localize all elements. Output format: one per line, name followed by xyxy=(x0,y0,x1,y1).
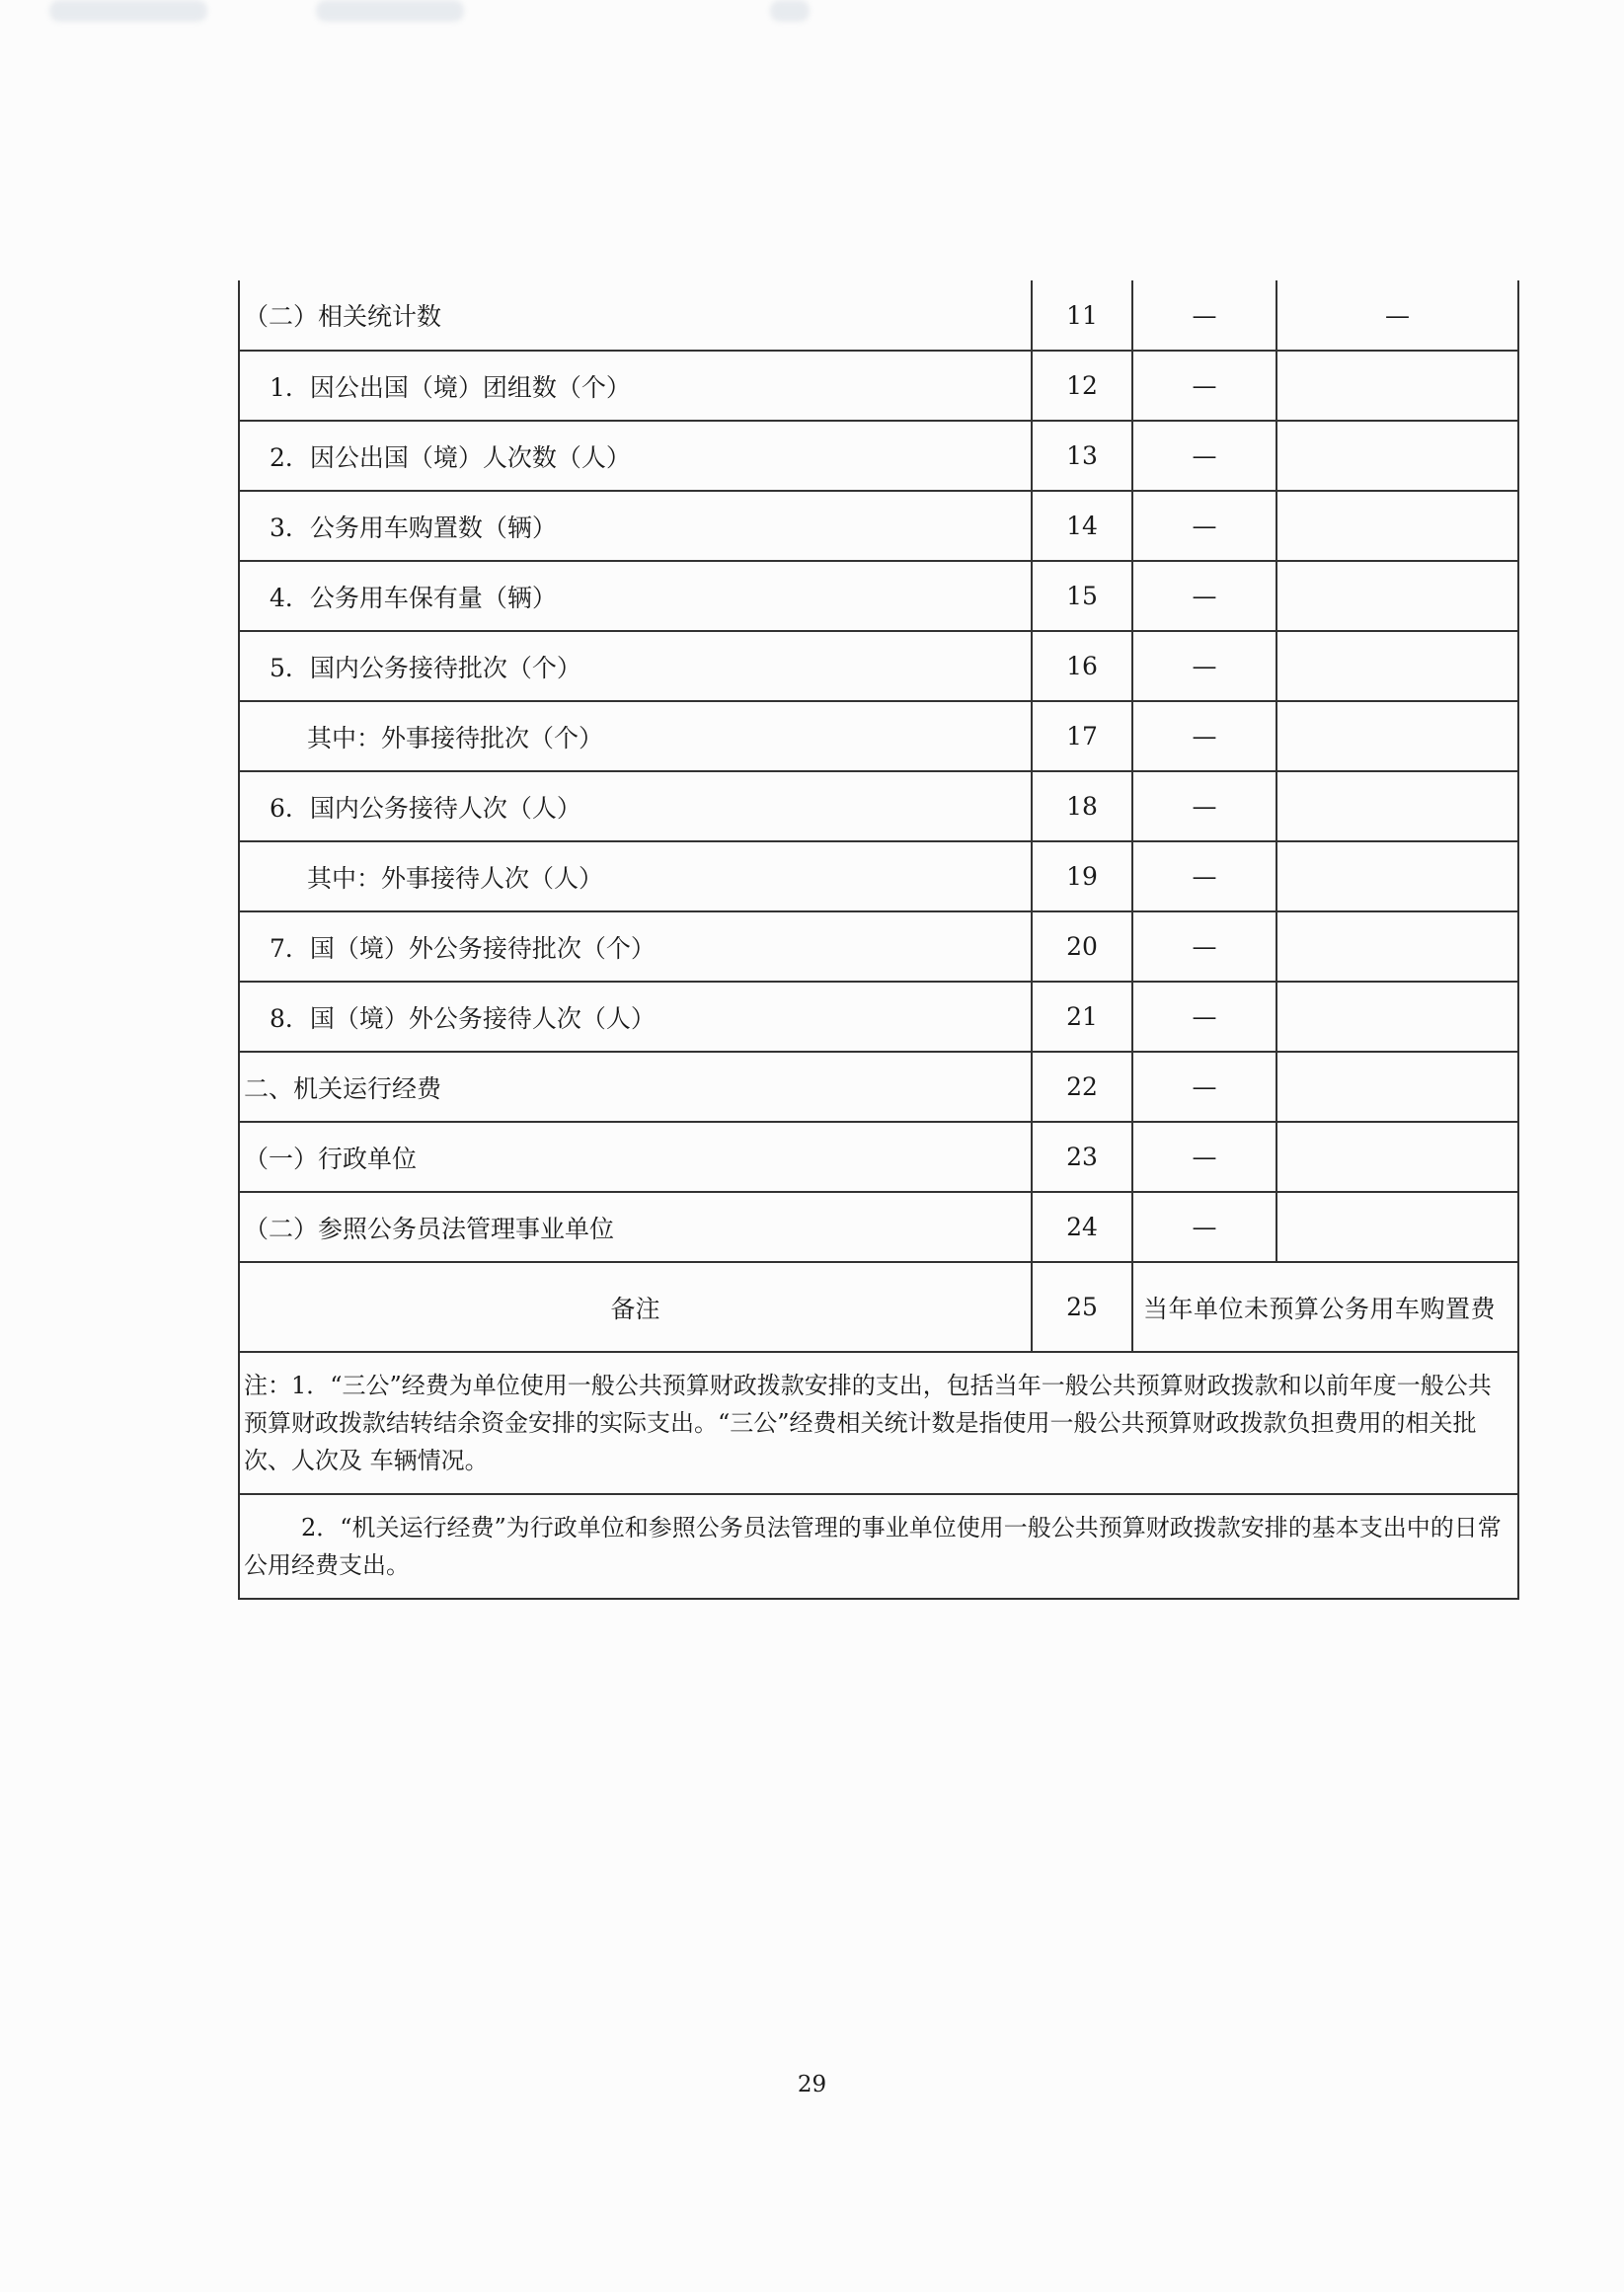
table-row xyxy=(239,561,1518,631)
row-item-label: 8．国（境）外公务接待人次（人） xyxy=(239,982,1032,1052)
row-value-b xyxy=(1276,421,1518,491)
scan-smudge xyxy=(316,0,464,22)
note-row xyxy=(239,1352,1518,1494)
row-number: 13 xyxy=(1032,421,1132,491)
remark-row xyxy=(239,1262,1518,1352)
row-value-a: — xyxy=(1132,1052,1276,1122)
table-row xyxy=(239,841,1518,911)
table-row xyxy=(239,982,1518,1052)
row-value-b xyxy=(1276,771,1518,841)
row-number: 15 xyxy=(1032,561,1132,631)
table-row xyxy=(239,1192,1518,1262)
row-value-a: — xyxy=(1132,701,1276,771)
row-value-b xyxy=(1276,491,1518,561)
row-value-b xyxy=(1276,701,1518,771)
row-number: 19 xyxy=(1032,841,1132,911)
row-value-b: — xyxy=(1276,280,1518,351)
row-number: 23 xyxy=(1032,1122,1132,1192)
row-value-a: — xyxy=(1132,911,1276,982)
row-number: 21 xyxy=(1032,982,1132,1052)
row-value-a: — xyxy=(1132,631,1276,701)
row-item-label: 其中：外事接待人次（人） xyxy=(239,841,1032,911)
table-row xyxy=(239,491,1518,561)
row-number: 14 xyxy=(1032,491,1132,561)
note-row xyxy=(239,1494,1518,1599)
row-value-b xyxy=(1276,841,1518,911)
row-item-label: （二）参照公务员法管理事业单位 xyxy=(239,1192,1032,1262)
row-number: 24 xyxy=(1032,1192,1132,1262)
row-value-b xyxy=(1276,911,1518,982)
row-number: 20 xyxy=(1032,911,1132,982)
row-value-b xyxy=(1276,351,1518,421)
table-row xyxy=(239,631,1518,701)
statistics-table xyxy=(238,280,1519,1600)
row-value-b xyxy=(1276,561,1518,631)
table-row xyxy=(239,280,1518,351)
row-value-a: — xyxy=(1132,841,1276,911)
row-value-b xyxy=(1276,1192,1518,1262)
row-number: 22 xyxy=(1032,1052,1132,1122)
row-item-label: 1．因公出国（境）团组数（个） xyxy=(239,351,1032,421)
row-value-b xyxy=(1276,1052,1518,1122)
row-item-label: 二、机关运行经费 xyxy=(239,1052,1032,1122)
row-value-a: — xyxy=(1132,351,1276,421)
row-value-a: — xyxy=(1132,491,1276,561)
row-value-a: — xyxy=(1132,421,1276,491)
table-row xyxy=(239,1052,1518,1122)
table-row xyxy=(239,701,1518,771)
note-paragraph-2: 2．“机关运行经费”为行政单位和参照公务员法管理的事业单位使用一般公共预算财政拨款安排的基本支出中的日常公用经费支出。 xyxy=(239,1494,1518,1599)
scan-smudge xyxy=(770,0,810,22)
row-value-a: — xyxy=(1132,771,1276,841)
remark-label: 备注 xyxy=(239,1262,1032,1352)
row-number: 16 xyxy=(1032,631,1132,701)
row-value-a: — xyxy=(1132,1192,1276,1262)
row-value-b xyxy=(1276,631,1518,701)
row-value-a: — xyxy=(1132,561,1276,631)
remark-value: 当年单位未预算公务用车购置费 xyxy=(1132,1262,1518,1352)
row-value-a: — xyxy=(1132,280,1276,351)
row-item-label: （二）相关统计数 xyxy=(239,280,1032,351)
row-item-label: 6．国内公务接待人次（人） xyxy=(239,771,1032,841)
scan-smudge xyxy=(49,0,207,22)
row-item-label: 7．国（境）外公务接待批次（个） xyxy=(239,911,1032,982)
row-item-label: （一）行政单位 xyxy=(239,1122,1032,1192)
row-item-label: 3．公务用车购置数（辆） xyxy=(239,491,1032,561)
table-row xyxy=(239,1122,1518,1192)
row-number: 11 xyxy=(1032,280,1132,351)
row-value-b xyxy=(1276,982,1518,1052)
row-item-label: 2．因公出国（境）人次数（人） xyxy=(239,421,1032,491)
row-number: 12 xyxy=(1032,351,1132,421)
table-row xyxy=(239,351,1518,421)
remark-number: 25 xyxy=(1032,1262,1132,1352)
page-number: 29 xyxy=(797,2072,827,2097)
table-row xyxy=(239,771,1518,841)
row-number: 17 xyxy=(1032,701,1132,771)
row-number: 18 xyxy=(1032,771,1132,841)
row-item-label: 4．公务用车保有量（辆） xyxy=(239,561,1032,631)
row-value-a: — xyxy=(1132,982,1276,1052)
row-value-b xyxy=(1276,1122,1518,1192)
note-paragraph-1: 注：1．“三公”经费为单位使用一般公共预算财政拨款安排的支出，包括当年一般公共预算财政拨款和以前年度一般公共预算财政拨款结转结余资金安排的实际支出。“三公”经费相关统计数是指使用一般公共预算财政拨款负担费用的相关批次、人次及 车辆情况。 xyxy=(239,1352,1518,1494)
row-item-label: 5．国内公务接待批次（个） xyxy=(239,631,1032,701)
row-item-label: 其中：外事接待批次（个） xyxy=(239,701,1032,771)
row-value-a: — xyxy=(1132,1122,1276,1192)
table-row xyxy=(239,911,1518,982)
table-row xyxy=(239,421,1518,491)
